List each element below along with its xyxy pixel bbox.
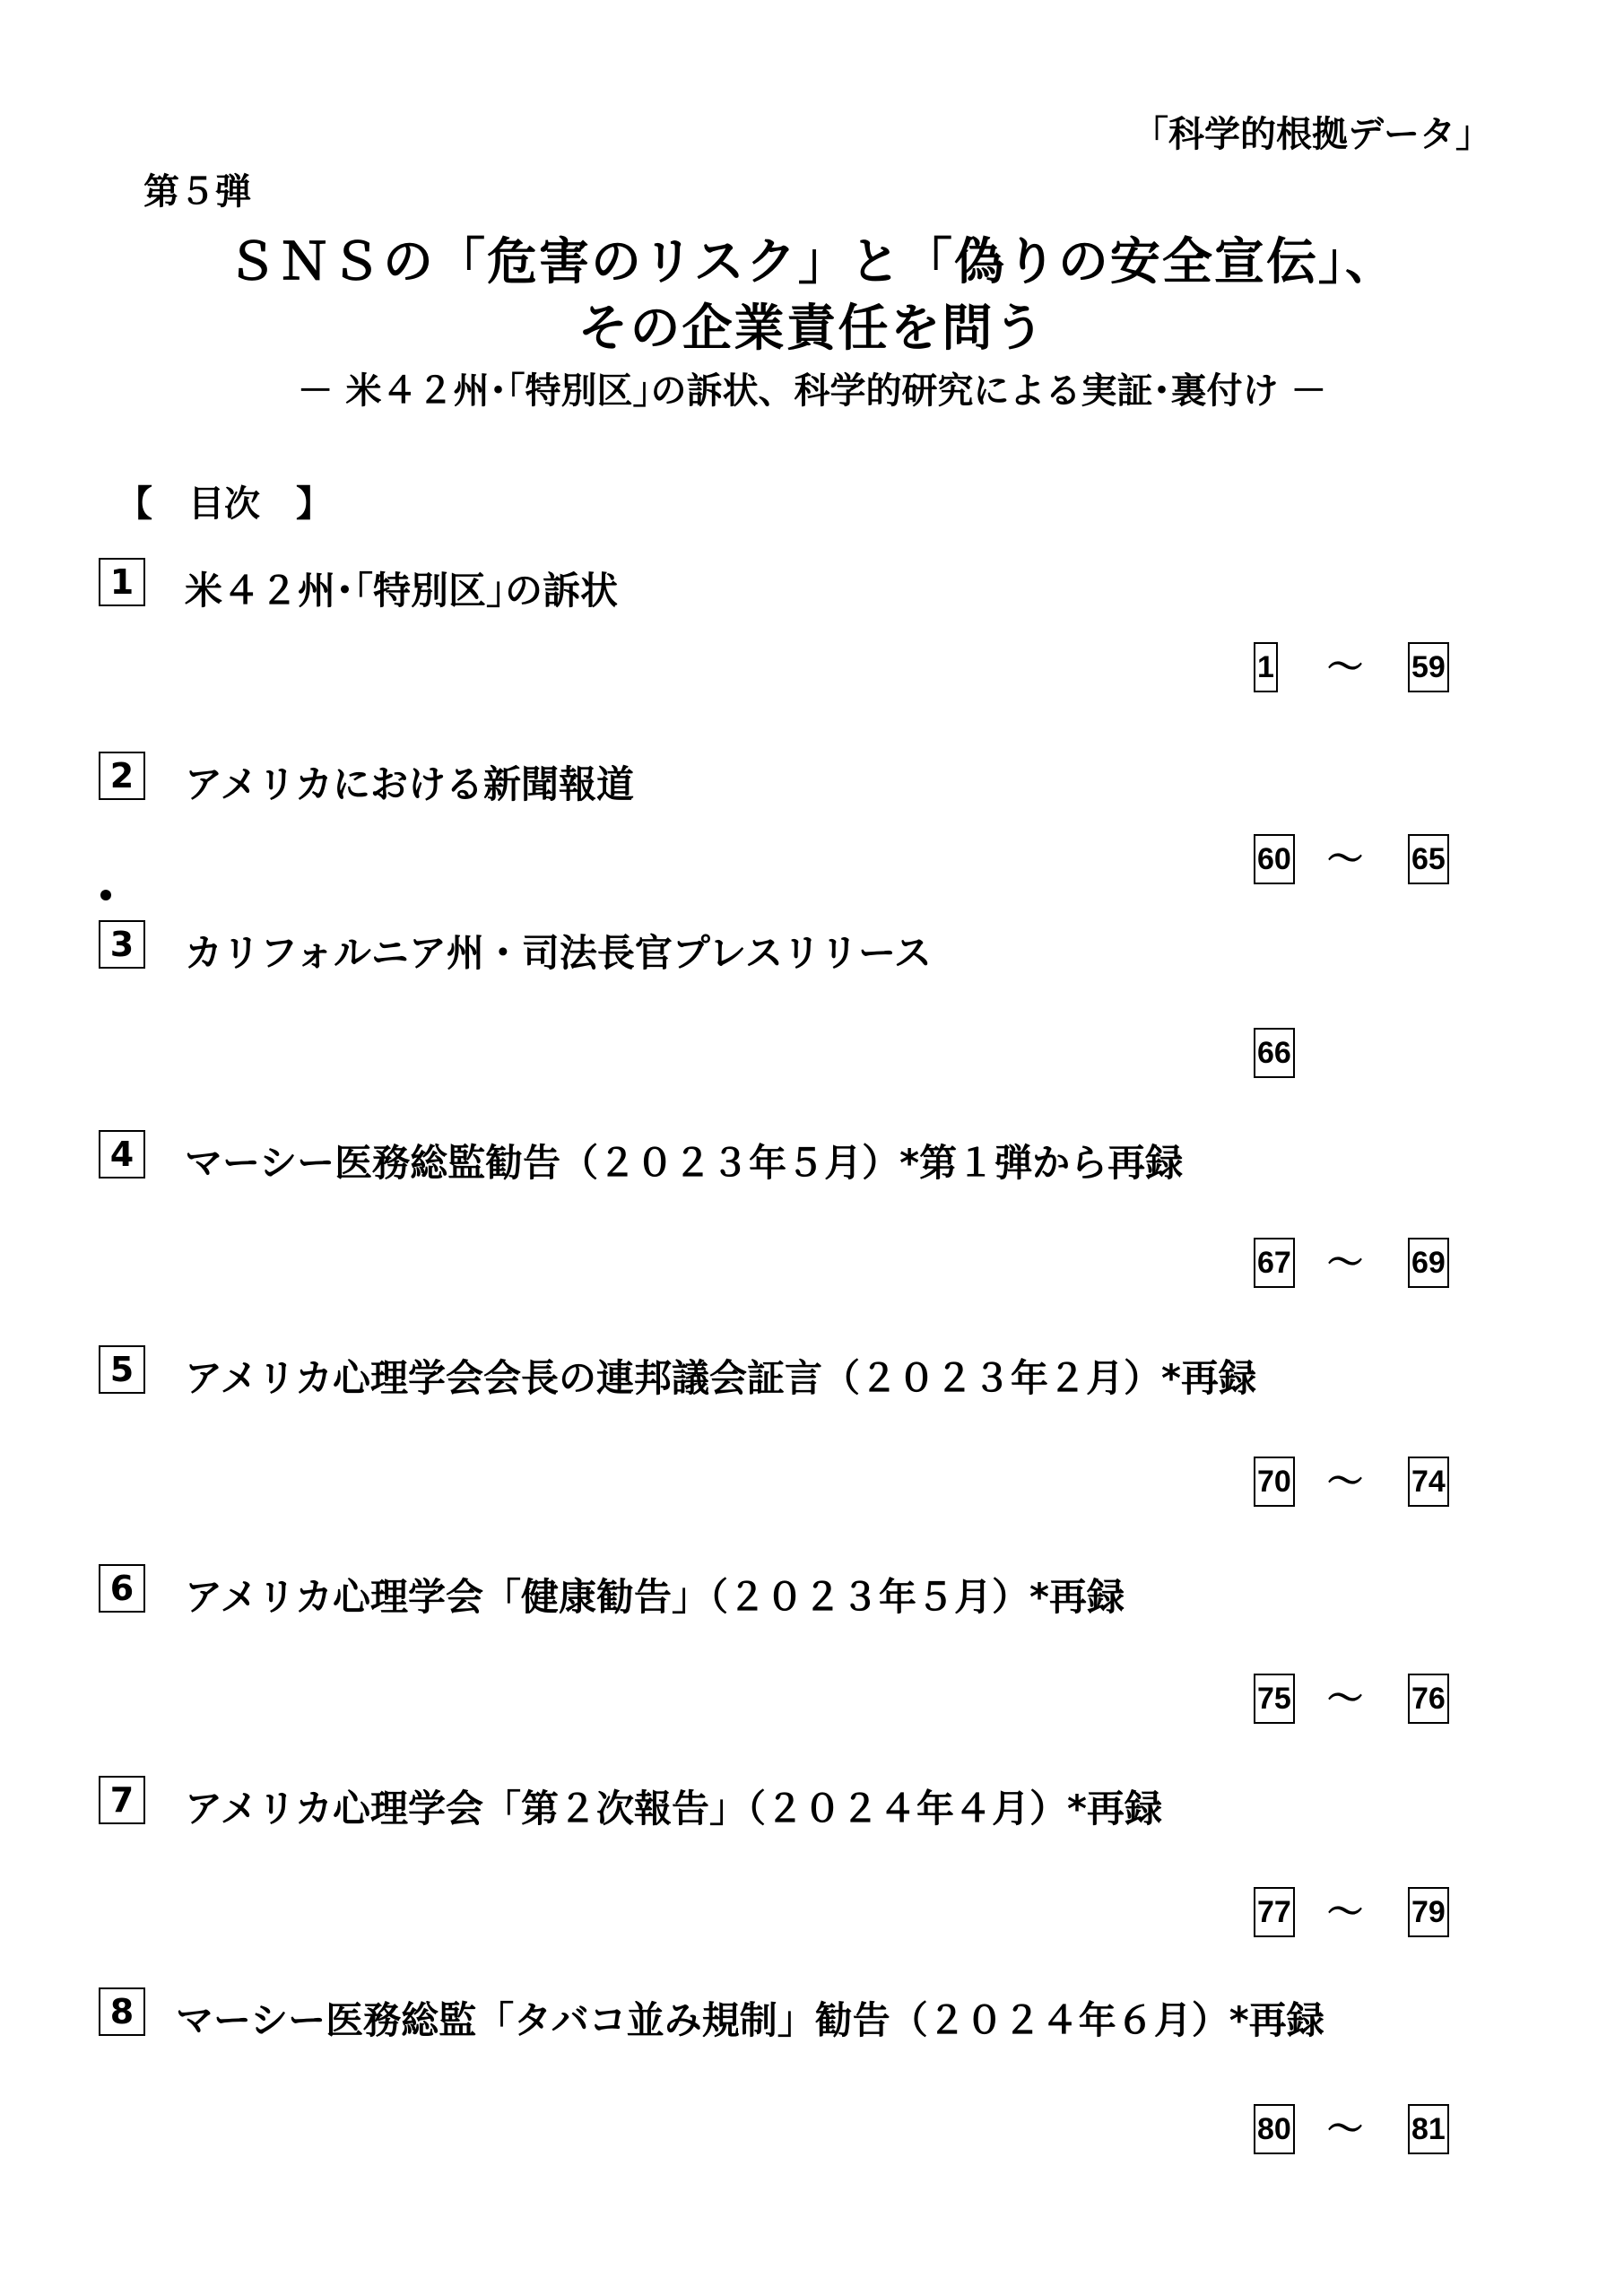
page-title-line-2: その企業責任を問う — [578, 300, 1046, 358]
toc-range-separator: ～ — [1327, 2109, 1363, 2150]
toc-item-number: 4 — [99, 1130, 145, 1178]
toc-page-end: 79 — [1408, 1887, 1449, 1937]
toc-item-title: アメリカ心理学会「健康勧告」（２０２３年５月）*再録 — [185, 1575, 1125, 1619]
toc-item-number: 1 — [99, 558, 145, 606]
toc-range-separator: ～ — [1327, 1678, 1363, 1719]
toc-item-number: 2 — [99, 752, 145, 800]
bullet-dot-mark — [100, 890, 111, 900]
toc-item-title: アメリカ心理学会会長の連邦議会証言（２０２３年２月）*再録 — [185, 1356, 1257, 1400]
toc-item-title: 米４２州･｢特別区｣の訴状 — [185, 569, 619, 613]
toc-page-end: 69 — [1408, 1238, 1449, 1288]
toc-heading: 【 目次 】 — [117, 483, 332, 525]
toc-page-end: 65 — [1408, 834, 1449, 884]
series-number: 第５弾 — [143, 171, 251, 213]
toc-item-title: マーシー医務総監勧告（２０２３年５月）*第１弾から再録 — [185, 1141, 1184, 1185]
page-title-line-1: ＳＮＳの「危害のリスク」と「偽りの安全宣伝」、 — [227, 233, 1397, 291]
toc-item-number: 3 — [99, 920, 145, 969]
toc-range-separator: ～ — [1327, 1892, 1363, 1933]
toc-item-title: アメリカにおける新聞報道 — [185, 762, 635, 806]
page-subtitle: － 米４２州･｢特別区｣の訴状、科学的研究による実証･裏付け － — [297, 370, 1327, 412]
document-label: 「科学的根拠データ」 — [1133, 114, 1491, 155]
toc-page-end: 81 — [1408, 2104, 1449, 2154]
toc-item-number: 7 — [99, 1776, 145, 1824]
toc-item-number: 6 — [99, 1564, 145, 1613]
toc-page-end: 76 — [1408, 1674, 1449, 1724]
toc-range-separator: ～ — [1327, 839, 1363, 880]
toc-item-number: 5 — [99, 1345, 145, 1394]
toc-page-start: 77 — [1254, 1887, 1295, 1937]
toc-page-start: 75 — [1254, 1674, 1295, 1724]
toc-page-start: 67 — [1254, 1238, 1295, 1288]
toc-page-start: 1 — [1254, 642, 1278, 692]
toc-page-start: 80 — [1254, 2104, 1295, 2154]
toc-page-end: 59 — [1408, 642, 1449, 692]
toc-page-end: 74 — [1408, 1457, 1449, 1507]
toc-page-start: 70 — [1254, 1457, 1295, 1507]
toc-range-separator: ～ — [1327, 1242, 1363, 1283]
toc-range-separator: ～ — [1327, 647, 1363, 688]
toc-item-title: アメリカ心理学会「第２次報告」（２０２４年４月）*再録 — [185, 1787, 1163, 1831]
toc-page-start: 60 — [1254, 834, 1295, 884]
toc-item-number: 8 — [99, 1987, 145, 2036]
toc-range-separator: ～ — [1327, 1461, 1363, 1502]
toc-item-title: マーシー医務総監「タバコ並み規制」勧告（２０２４年６月）*再録 — [176, 1998, 1324, 2042]
toc-item-title: カリフォルニア州・司法長官プレスリリース — [185, 931, 932, 975]
toc-page-start: 66 — [1254, 1028, 1295, 1078]
